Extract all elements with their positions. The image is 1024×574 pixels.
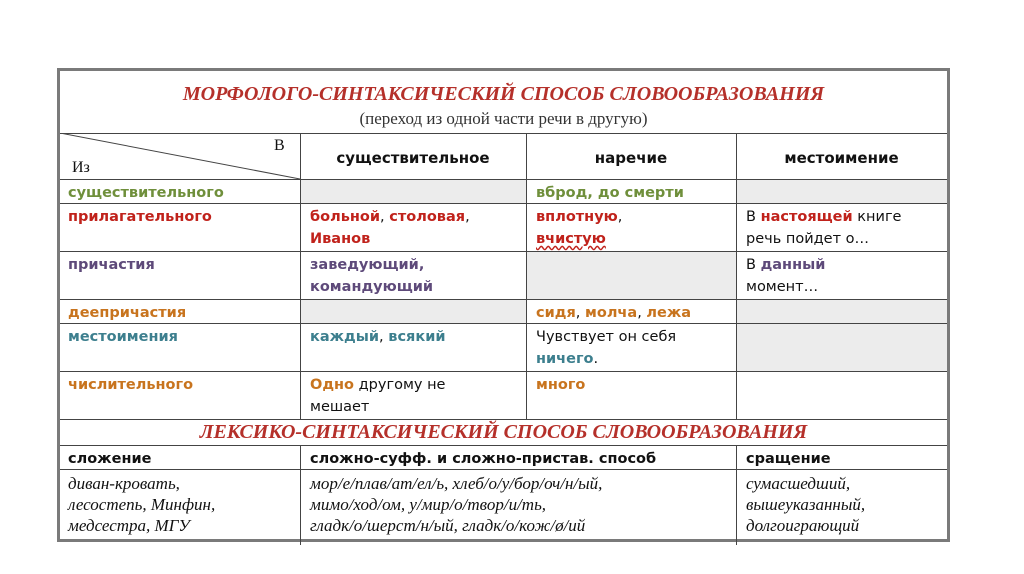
lex-col-fusion: сращение xyxy=(746,451,831,467)
cell-noun-adverb: вброд, до смерти xyxy=(536,185,684,201)
lex-fusion-examples: сумасшедший, вышеуказанный, долгоиграющий xyxy=(746,474,866,535)
morph-title: МОРФОЛОГО-СИНТАКСИЧЕСКИЙ СПОСОБ СЛОВООБРАЗОВАНИЯ xyxy=(182,83,825,105)
row-from-noun: существительного xyxy=(68,185,224,201)
col-header-noun: существительное xyxy=(336,149,490,167)
cell-participle-noun: заведующий, командующий xyxy=(310,257,434,295)
cell-participle-pronoun: В данный момент… xyxy=(746,257,826,295)
lex-suffix-prefix-examples: мор/е/плав/ат/ел/ь, хлеб/о/у/бор/оч/н/ый, мимо/ход/ом, у/мир/о/твор/и/ть, гладк/о/шерст/н/ый, гладк/о/кож/ø/ий xyxy=(310,474,603,535)
cell-pronoun-adverb: Чувствует он себя ничего. xyxy=(536,329,677,367)
corner-from-label: Из xyxy=(72,159,90,176)
row-from-pronoun: местоимения xyxy=(68,329,178,345)
empty-cell xyxy=(737,324,947,371)
row-from-gerund: деепричастия xyxy=(68,305,187,321)
corner-diagonal xyxy=(60,133,300,179)
empty-cell xyxy=(301,180,526,203)
cell-pronoun-noun: каждый, всякий xyxy=(310,329,446,345)
cell-gerund-adverb: сидя, молча, лежа xyxy=(536,305,692,321)
cell-adjective-noun: больной, столовая, Иванов xyxy=(310,209,470,247)
row-from-numeral: числительного xyxy=(68,377,194,393)
cell-adjective-pronoun: В настоящей книге речь пойдет о… xyxy=(746,209,902,247)
empty-cell xyxy=(301,300,526,323)
empty-cell xyxy=(527,252,736,299)
cell-adjective-adverb: вплотную, вчистую xyxy=(536,209,623,247)
morph-subtitle: (переход из одной части речи в другую) xyxy=(359,109,648,128)
cell-numeral-noun: Одно другому не мешает xyxy=(310,377,446,415)
lex-title: ЛЕКСИКО-СИНТАКСИЧЕСКИЙ СПОСОБ СЛОВООБРАЗОВАНИЯ xyxy=(199,421,808,443)
empty-cell xyxy=(737,300,947,323)
row-from-adjective: прилагательного xyxy=(68,209,212,225)
row-from-participle: причастия xyxy=(68,257,155,273)
lex-col-compound: сложение xyxy=(68,451,152,467)
lex-col-suffix-prefix: сложно-суфф. и сложно-пристав. способ xyxy=(310,451,657,467)
cell-numeral-adverb: много xyxy=(536,377,586,393)
corner-to-label: В xyxy=(274,137,285,154)
word-formation-table xyxy=(57,68,950,542)
lex-compound-examples: диван-кровать, лесостепь, Минфин, медсестра, МГУ xyxy=(68,474,216,535)
col-header-adverb: наречие xyxy=(594,149,668,167)
col-header-pronoun: местоимение xyxy=(784,149,899,167)
empty-cell xyxy=(737,180,947,203)
